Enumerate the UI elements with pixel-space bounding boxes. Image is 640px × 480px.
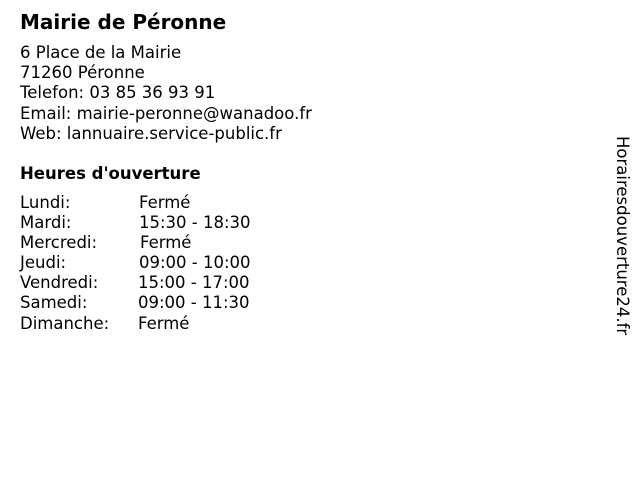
address-city: 71260 Péronne: [20, 63, 145, 83]
hours-value: 15:00 - 17:00: [138, 273, 250, 293]
day-label: Samedi:: [20, 293, 88, 313]
day-label: Vendredi:: [20, 273, 99, 293]
hours-value: Fermé: [138, 313, 190, 333]
day-label: Lundi:: [20, 193, 71, 212]
hours-value: 09:00 - 10:00: [139, 253, 251, 273]
day-label: Dimanche:: [20, 313, 110, 333]
hours-heading: Heures d'ouverture: [20, 164, 201, 183]
day-label: Jeudi:: [20, 253, 67, 273]
day-label: Mardi:: [20, 213, 72, 233]
web-line: Web: lannuaire.service-public.fr: [20, 123, 282, 143]
hours-value: 15:30 - 18:30: [139, 213, 251, 233]
site-watermark-text: Horairesdouverture24.fr: [613, 136, 632, 336]
phone-line: Telefon: 03 85 36 93 91: [20, 83, 216, 103]
hours-value: Fermé: [140, 233, 192, 253]
day-label: Mercredi:: [20, 233, 98, 253]
page-title: Mairie de Péronne: [20, 10, 227, 34]
hours-value: 09:00 - 11:30: [138, 293, 250, 313]
hours-value: Fermé: [139, 193, 191, 212]
address-block: [20, 43, 312, 144]
email-line: Email: mairie-peronne@wanadoo.fr: [20, 103, 312, 123]
address-street: 6 Place de la Mairie: [20, 43, 182, 62]
